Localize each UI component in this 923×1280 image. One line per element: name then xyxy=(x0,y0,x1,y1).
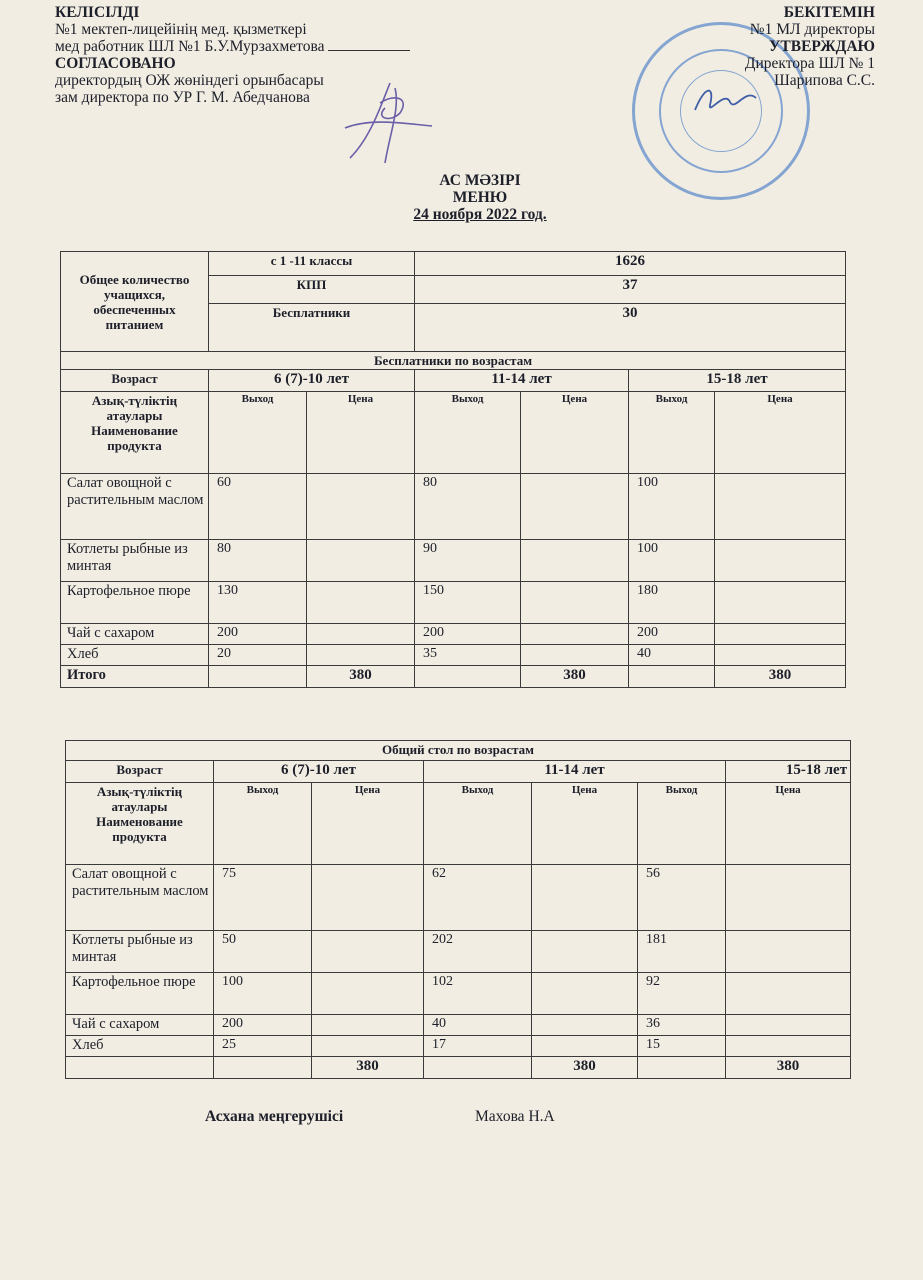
out-header: Выход xyxy=(424,783,532,865)
table-row: Котлеты рыбные из минтая 80 90 100 xyxy=(61,540,846,582)
summary-row-name: с 1 -11 классы xyxy=(209,252,415,276)
students-total-label: Общее количество учащихся, обеспеченных питанием xyxy=(61,252,209,352)
age-label: Возраст xyxy=(66,761,214,783)
age-group-header: 11-14 лет xyxy=(415,370,629,392)
age-group-header: 11-14 лет xyxy=(424,761,726,783)
price-header: Цена xyxy=(532,783,638,865)
total-row: Итого 380 380 380 xyxy=(61,666,846,688)
menu-date: 24 ноября 2022 год. xyxy=(413,206,547,223)
product-header: Азық-түліктің атаулары Наименование продукта xyxy=(61,392,209,474)
section-title: Бесплатники по возрастам xyxy=(61,352,846,370)
out-header: Выход xyxy=(209,392,307,474)
med-worker-line: мед работник ШЛ №1 Б.У.Мурзахметова xyxy=(55,38,455,55)
out-header: Выход xyxy=(415,392,521,474)
table-row: Салат овощной с растительным маслом 60 80 100 xyxy=(61,474,846,540)
kitchen-head-name: Махова Н.А xyxy=(475,1108,555,1125)
deputy-line-kz: директордың ОЖ жөніндегі орынбасары xyxy=(55,72,324,89)
price-header: Цена xyxy=(312,783,424,865)
age-group-header: 6 (7)-10 лет xyxy=(209,370,415,392)
price-header: Цена xyxy=(726,783,851,865)
summary-row-value: 1626 xyxy=(415,252,846,276)
approval-heading-kz: БЕКІТЕМІН xyxy=(783,4,875,21)
general-meals-table xyxy=(65,740,851,1079)
price-header: Цена xyxy=(521,392,629,474)
table-row: Картофельное пюре 100 102 92 xyxy=(66,973,851,1015)
summary-row-value: 37 xyxy=(415,276,846,304)
summary-row-value: 30 xyxy=(415,304,846,352)
total-row: 380 380 380 xyxy=(66,1057,851,1079)
table-row: Хлеб 25 17 15 xyxy=(66,1036,851,1057)
approval-heading-ru: УТВЕРЖДАЮ xyxy=(769,38,875,55)
deputy-signature xyxy=(340,78,435,168)
title-kz: АС МӘЗІРІ xyxy=(439,172,521,189)
director-line: Директора ШЛ № 1 xyxy=(744,55,875,72)
summary-row-name: КПП xyxy=(209,276,415,304)
free-meals-table xyxy=(60,251,846,688)
table-row: Котлеты рыбные из минтая 50 202 181 xyxy=(66,931,851,973)
agreement-heading-ru: СОГЛАСОВАНО xyxy=(55,55,176,72)
price-header: Цена xyxy=(715,392,846,474)
deputy-line: зам директора по УР Г. М. Абедчанова xyxy=(55,89,310,106)
out-header: Выход xyxy=(629,392,715,474)
age-group-header: 15-18 лет xyxy=(726,761,851,783)
director-line-kz: №1 МЛ директоры xyxy=(749,21,875,38)
approval-block xyxy=(745,4,875,89)
summary-row-name: Бесплатники xyxy=(209,304,415,352)
age-label: Возраст xyxy=(61,370,209,392)
product-header: Азық-түліктің атаулары Наименование продукта xyxy=(66,783,214,865)
title-ru: МЕНЮ xyxy=(452,189,508,206)
section-title: Общий стол по возрастам xyxy=(66,741,851,761)
kitchen-head-role: Асхана меңгерушісі xyxy=(205,1108,344,1125)
price-header: Цена xyxy=(307,392,415,474)
document-title xyxy=(330,172,630,223)
age-group-header: 6 (7)-10 лет xyxy=(214,761,424,783)
director-name: Шарипова С.С. xyxy=(774,72,875,89)
age-group-header: 15-18 лет xyxy=(629,370,846,392)
agreement-heading-kz: КЕЛІСІЛДІ xyxy=(55,4,140,21)
out-header: Выход xyxy=(638,783,726,865)
med-worker-line-kz: №1 мектеп-лицейінің мед. қызметкері xyxy=(55,21,307,38)
table-row: Хлеб 20 35 40 xyxy=(61,645,846,666)
table-row: Салат овощной с растительным маслом 75 62 56 xyxy=(66,865,851,931)
out-header: Выход xyxy=(214,783,312,865)
table-row: Картофельное пюре 130 150 180 xyxy=(61,582,846,624)
table-row: Чай с сахаром 200 40 36 xyxy=(66,1015,851,1036)
table-row: Чай с сахаром 200 200 200 xyxy=(61,624,846,645)
